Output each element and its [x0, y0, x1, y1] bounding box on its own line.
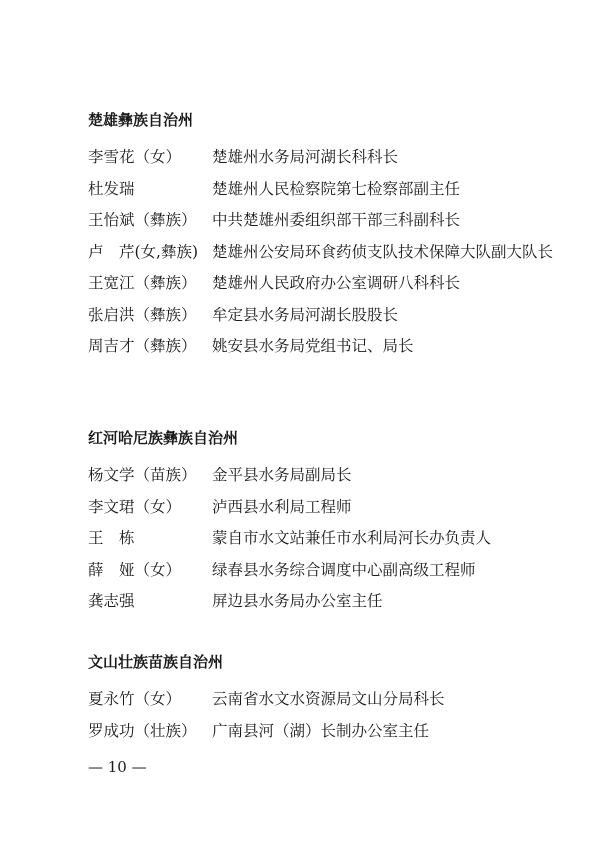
person-name: 王 栋: [88, 529, 135, 547]
list-item: [88, 205, 558, 237]
person-role: 姚安县水务局党组书记、局长: [212, 337, 414, 355]
person-role: 中共楚雄州委组织部干部三科副科长: [212, 211, 461, 229]
list-item: [88, 268, 558, 300]
person-role: 楚雄州人民政府办公室调研八科科长: [212, 274, 461, 292]
list-item: [88, 555, 558, 587]
person-name: 王怡斌（彝族）: [88, 211, 197, 229]
person-name: 李雪花（女）: [88, 148, 182, 166]
person-role: 泸西县水利局工程师: [212, 497, 352, 516]
page-number: — 10 —: [88, 758, 147, 776]
section-title: 文山壮族苗族自治州: [88, 653, 224, 671]
person-name: 薛 娅（女）: [88, 560, 182, 579]
person-role: 蒙自市水文站兼任市水利局河长办负责人: [212, 529, 492, 547]
person-name: 周吉才（彝族）: [88, 337, 197, 355]
section-chuxiong: [88, 110, 558, 363]
list-item: [88, 142, 558, 174]
person-role: 楚雄州人民检察院第七检察部副主任: [212, 179, 461, 198]
person-name: 卢 芹(女,彝族): [88, 242, 199, 261]
person-name: 夏永竹（女）: [88, 690, 182, 708]
section-honghe: [88, 428, 558, 618]
person-name: 杜发瑞: [88, 179, 135, 198]
list-item: [88, 684, 558, 716]
list-item: [88, 460, 558, 492]
person-role: 屏边县水务局办公室主任: [212, 592, 383, 610]
person-role: 金平县水务局副局长: [212, 466, 352, 484]
list-item: [88, 523, 558, 555]
person-name: 龚志强: [88, 592, 135, 610]
person-name: 张启洪（彝族）: [88, 305, 197, 324]
person-name: 王宽江（彝族）: [88, 274, 197, 292]
section-title: 红河哈尼族彝族自治州: [88, 429, 239, 447]
list-item: [88, 586, 558, 618]
list-item: [88, 716, 558, 748]
person-role: 广南县河（湖）长制办公室主任: [212, 721, 430, 740]
person-role: 云南省水文水资源局文山分局科长: [212, 690, 445, 708]
person-name: 李文珺（女）: [88, 497, 182, 516]
list-item: [88, 174, 558, 206]
person-role: 楚雄州公安局环食药侦支队技术保障大队副大队长: [212, 242, 554, 261]
list-item: [88, 492, 558, 524]
person-role: 楚雄州水务局河湖长科科长: [212, 148, 399, 166]
section-title: 楚雄彝族自治州: [88, 111, 194, 129]
person-role: 绿春县水务综合调度中心副高级工程师: [212, 560, 476, 579]
list-item: [88, 300, 558, 332]
person-name: 杨文学（苗族）: [88, 466, 197, 484]
person-role: 牟定县水务局河湖长股股长: [212, 305, 399, 324]
list-item: [88, 331, 558, 363]
person-name: 罗成功（壮族）: [88, 721, 197, 740]
list-item: [88, 237, 558, 269]
section-wenshan: [88, 652, 558, 747]
